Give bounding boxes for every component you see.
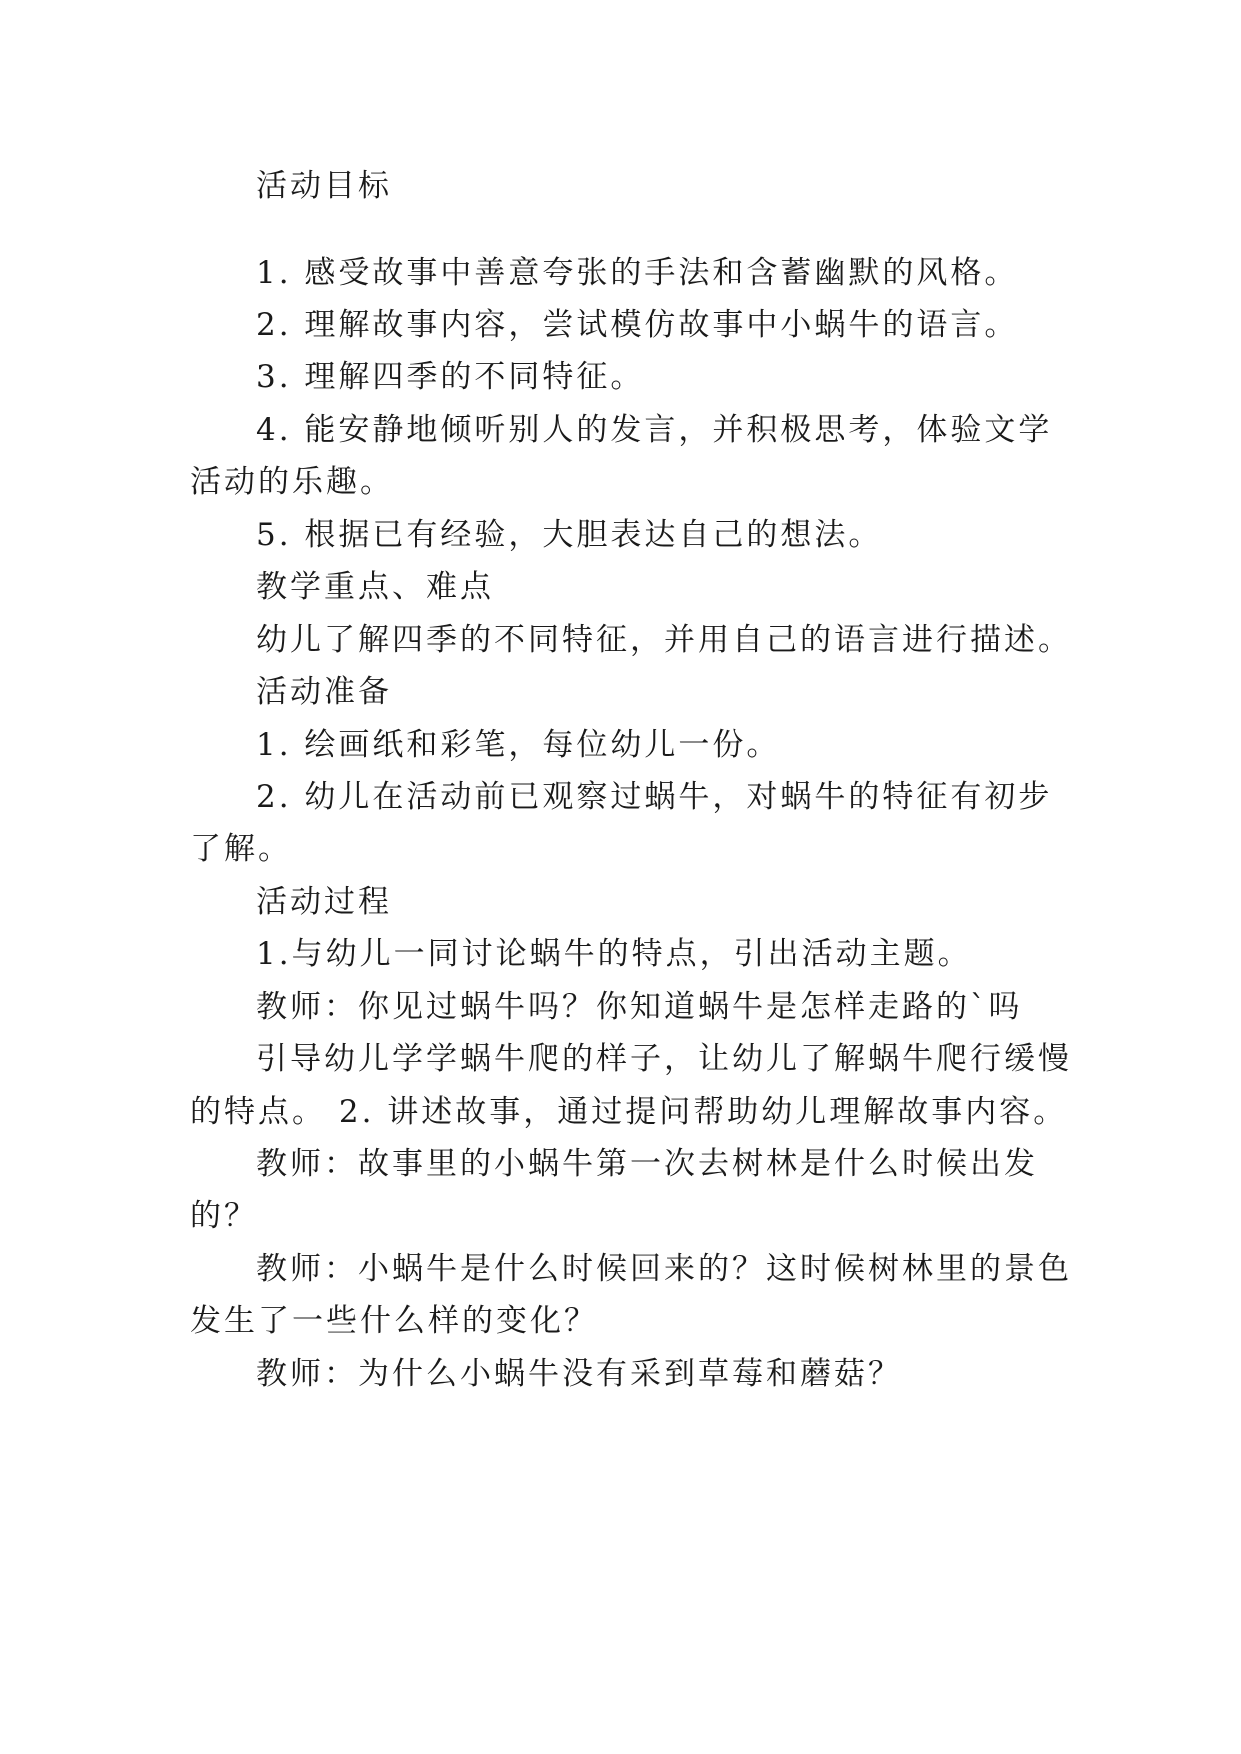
teacher-question-2: 教师：故事里的小蜗牛第一次去树林是什么时候出发	[256, 1146, 1038, 1182]
process-item-1: 1.与幼儿一同讨论蜗牛的特点，引出活动主题。	[256, 936, 972, 972]
heading-activity-preparation: 活动准备	[256, 674, 392, 710]
teacher-question-3: 教师：小蜗牛是什么时候回来的？这时候树林里的景色	[256, 1251, 1072, 1287]
preparation-item-2-continued: 了解。	[190, 831, 292, 867]
preparation-item-2: 2. 幼儿在活动前已观察过蜗牛，对蜗牛的特征有初步	[256, 779, 1053, 815]
goal-item-4: 4. 能安静地倾听别人的发言，并积极思考，体验文学	[256, 412, 1053, 448]
goal-item-4-continued: 活动的乐趣。	[190, 464, 394, 500]
teacher-question-4: 教师：为什么小蜗牛没有采到草莓和蘑菇？	[256, 1356, 902, 1392]
goal-item-5: 5. 根据已有经验，大胆表达自己的想法。	[256, 517, 883, 553]
process-item-2: 的特点。 2. 讲述故事，通过提问帮助幼儿理解故事内容。	[190, 1094, 1068, 1130]
heading-activity-process: 活动过程	[256, 884, 392, 920]
heading-key-points: 教学重点、难点	[256, 569, 494, 605]
process-guide-text: 引导幼儿学学蜗牛爬的样子，让幼儿了解蜗牛爬行缓慢	[256, 1041, 1072, 1077]
teacher-question-2-continued: 的？	[190, 1198, 258, 1234]
goal-item-1: 1. 感受故事中善意夸张的手法和含蓄幽默的风格。	[256, 255, 1019, 291]
goal-item-2: 2. 理解故事内容，尝试模仿故事中小蜗牛的语言。	[256, 307, 1019, 343]
teacher-question-1: 教师：你见过蜗牛吗？你知道蜗牛是怎样走路的`吗	[256, 989, 1023, 1025]
goal-item-3: 3. 理解四季的不同特征。	[256, 359, 645, 395]
teacher-question-3-continued: 发生了一些什么样的变化？	[190, 1303, 598, 1339]
preparation-item-1: 1. 绘画纸和彩笔，每位幼儿一份。	[256, 727, 781, 763]
heading-activity-goals: 活动目标	[256, 168, 392, 204]
key-points-text: 幼儿了解四季的不同特征，并用自己的语言进行描述。	[256, 622, 1072, 658]
